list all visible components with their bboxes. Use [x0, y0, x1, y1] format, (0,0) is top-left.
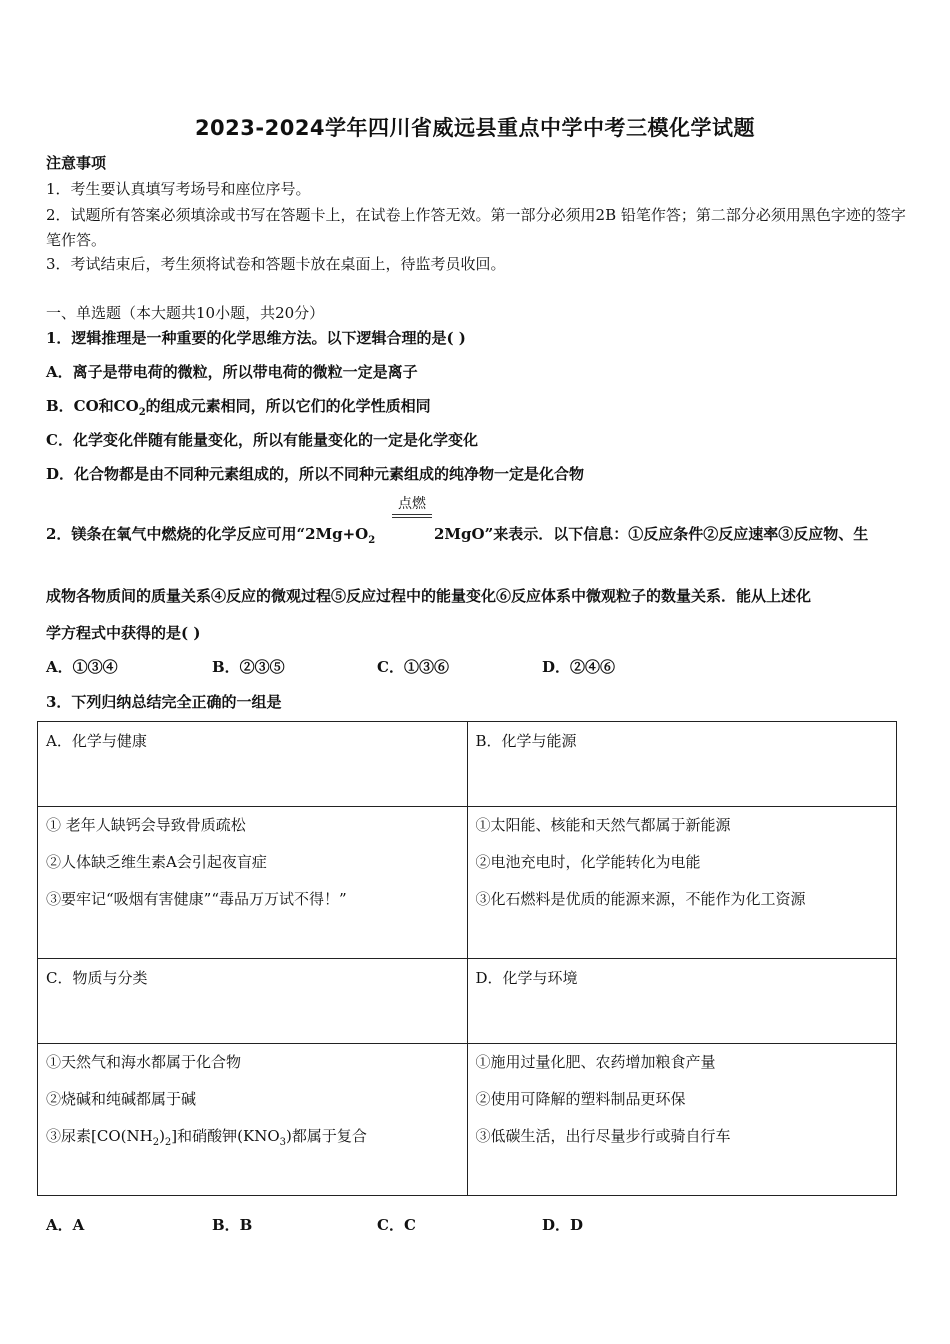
q3-b-item-1: ①太阳能、核能和天然气都属于新能源	[475, 816, 731, 834]
q3-d-item-1: ①施用过量化肥、农药增加粮食产量	[475, 1053, 716, 1071]
q2-stem-line3: 学方程式中获得的是( )	[46, 624, 201, 642]
q2-option-d: D．②④⑥	[542, 658, 616, 676]
q3-c-item-3: ③尿素$[CO(NH_2)_2]$和硝酸钾$(KNO_3)$都属于复合	[46, 1127, 367, 1148]
q3-d-item-2: ②使用可降解的塑料制品更环保	[475, 1090, 686, 1108]
q3-option-c: C．C	[377, 1216, 416, 1234]
q3-c-items	[38, 1044, 468, 1196]
q3-table	[37, 721, 897, 1196]
q3-option-b: B．B	[212, 1216, 253, 1234]
q2-stem-rhs: 2MgO”来表示．以下信息：①反应条件②反应速率③反应物、生	[434, 525, 869, 543]
section-heading: 一、单选题（本大题共10小题，共20分）	[46, 304, 325, 322]
q1-stem: 1．逻辑推理是一种重要的化学思维方法。以下逻辑合理的是( )	[46, 329, 466, 347]
q3-a-header: A．化学与健康	[38, 722, 468, 807]
q3-c-item-2: ②烧碱和纯碱都属于碱	[46, 1090, 197, 1108]
notes-item-3: 3．考试结束后，考生须将试卷和答题卡放在桌面上，待监考员收回。	[46, 255, 506, 273]
notes-item-2: 2．试题所有答案必须填涂或书写在答题卡上，在试卷上作答无效。第一部分必须用2B 铅笔作答；第二部分必须用黑色字迹的签字笔作答。	[46, 206, 906, 249]
reaction-condition: 点燃	[392, 495, 432, 518]
q3-c-header: C．物质与分类	[38, 959, 468, 1044]
q1-option-c: C．化学变化伴随有能量变化，所以有能量变化的一定是化学变化	[46, 431, 478, 449]
q2-option-c: C．①③⑥	[377, 658, 449, 676]
q3-b-item-3: ③化石燃料是优质的能源来源，不能作为化工资源	[475, 890, 806, 908]
notes-heading: 注意事项	[46, 154, 107, 172]
q3-c-item-1: ①天然气和海水都属于化合物	[46, 1053, 242, 1071]
q3-a-items	[38, 807, 468, 959]
q3-a-item-2: ②人体缺乏维生素A会引起夜盲症	[46, 853, 267, 871]
q1-option-b: B．CO和$CO_2$的组成元素相同，所以它们的化学性质相同	[46, 397, 431, 418]
q1-option-a: A．离子是带电荷的微粒，所以带电荷的微粒一定是离子	[46, 363, 418, 381]
q3-d-header: D．化学与环境	[467, 959, 897, 1044]
q3-a-item-1: ① 老年人缺钙会导致骨质疏松	[46, 816, 246, 834]
q2-stem-line2: 成物各物质间的质量关系④反应的微观过程⑤反应过程中的能量变化⑥反应体系中微观粒子的数量关系．能从上述化	[46, 587, 812, 605]
q2-option-b: B．②③⑤	[212, 658, 285, 676]
q2-stem-lhs: 2．镁条在氧气中燃烧的化学反应可用“$2Mg+O_2$	[46, 525, 376, 546]
page-title: 2023-2024学年四川省威远县重点中学中考三模化学试题	[194, 116, 756, 140]
q1-option-d: D．化合物都是由不同种元素组成的，所以不同种元素组成的纯净物一定是化合物	[46, 465, 585, 483]
q3-b-items	[467, 807, 897, 959]
q3-b-header: B．化学与能源	[467, 722, 897, 807]
q3-option-d: D．D	[542, 1216, 584, 1234]
q3-option-a: A．A	[46, 1216, 85, 1234]
q2-option-a: A．①③④	[46, 658, 118, 676]
notes-item-1: 1．考生要认真填写考场号和座位序号。	[46, 180, 311, 198]
q3-stem: 3．下列归纳总结完全正确的一组是	[46, 693, 282, 711]
q3-a-item-3: ③要牢记“吸烟有害健康”“毒品万万试不得！”	[46, 890, 347, 908]
q3-b-item-2: ②电池充电时，化学能转化为电能	[475, 853, 701, 871]
q3-d-items	[467, 1044, 897, 1196]
q3-d-item-3: ③低碳生活，出行尽量步行或骑自行车	[475, 1127, 731, 1145]
